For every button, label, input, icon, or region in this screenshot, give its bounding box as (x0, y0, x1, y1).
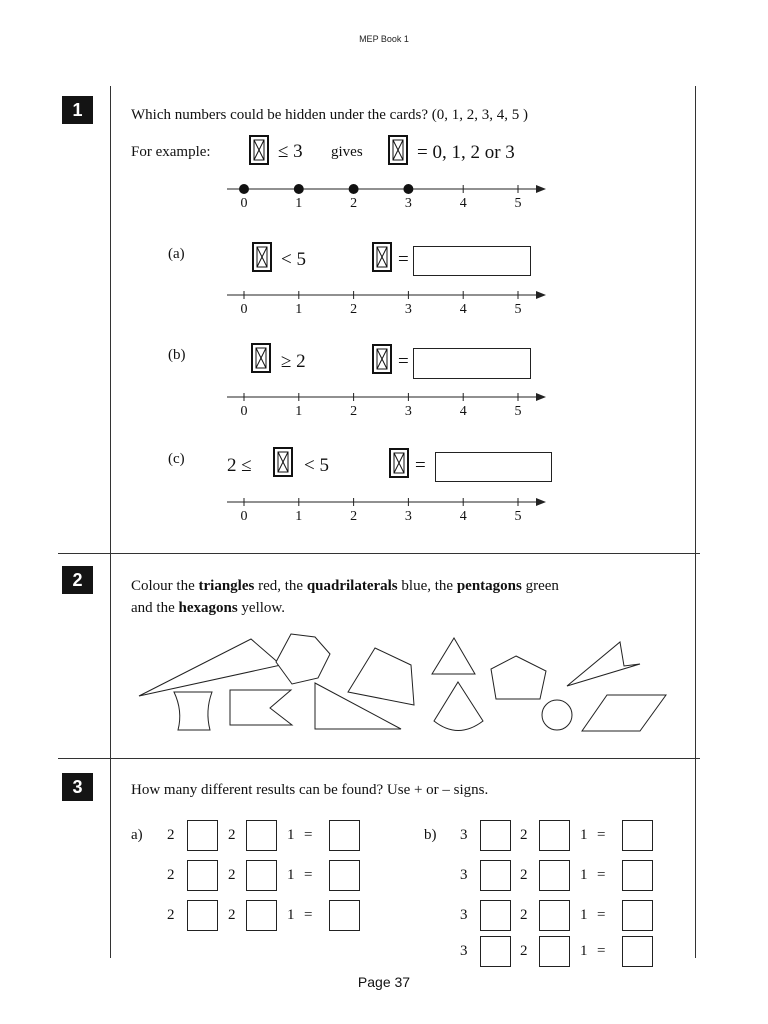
shape-pentagon[interactable] (491, 656, 546, 699)
result-box[interactable] (622, 820, 653, 851)
number-line-tick-label: 1 (295, 302, 303, 317)
number-line-tick-label: 4 (459, 404, 467, 419)
operand: 1 (287, 867, 295, 883)
number-line-tick-label: 2 (350, 302, 358, 317)
operand: 1 (580, 827, 588, 843)
shape-cone[interactable] (434, 682, 483, 731)
sign-box[interactable] (246, 900, 277, 931)
q3-part-a-label: a) (131, 827, 143, 843)
number-line-tick-label: 5 (514, 404, 522, 419)
operand: 1 (580, 907, 588, 923)
number-line-tick-label: 4 (459, 196, 467, 211)
number-line-tick-label: 0 (240, 404, 248, 419)
operand: 2 (167, 827, 175, 843)
number-line-tick-label: 2 (350, 509, 358, 524)
number-line-tick-label: 3 (404, 404, 412, 419)
operand: 1 (580, 943, 588, 959)
equals-sign: = (304, 907, 313, 923)
result-box[interactable] (622, 900, 653, 931)
part-c-prefix: 2 ≤ (227, 455, 252, 476)
shape-hexagon[interactable] (276, 634, 330, 684)
result-box[interactable] (329, 820, 360, 851)
number-line-tick-label: 1 (295, 404, 303, 419)
operand: 2 (228, 907, 236, 923)
sign-box[interactable] (246, 820, 277, 851)
result-box[interactable] (329, 860, 360, 891)
sign-box[interactable] (480, 820, 511, 851)
number-line-tick-label: 0 (240, 302, 248, 317)
q3-part-b-label: b) (424, 827, 437, 843)
number-line-tick-label: 5 (514, 509, 522, 524)
part-a-relation: < 5 (281, 249, 306, 270)
question-number-3: 3 (62, 773, 93, 801)
shape-parallelogram[interactable] (582, 695, 666, 731)
number-line-tick-label: 2 (350, 196, 358, 211)
q1-example-relation: ≤ 3 (278, 141, 303, 162)
result-box[interactable] (622, 936, 653, 967)
sign-box[interactable] (539, 860, 570, 891)
operand: 2 (520, 943, 528, 959)
number-line-tick-label: 1 (295, 196, 303, 211)
operand: 2 (167, 867, 175, 883)
q2-instruction-line2: and the hexagons yellow. (131, 600, 286, 616)
equals-sign: = (597, 867, 606, 883)
number-line-tick-label: 4 (459, 509, 467, 524)
shape-circle[interactable] (542, 700, 572, 730)
q2-instruction-line1: Colour the triangles red, the quadrilaterals blue, the pentagons green (131, 578, 559, 594)
result-box[interactable] (329, 900, 360, 931)
number-line-tick-label: 4 (459, 302, 467, 317)
part-label-a: (a) (168, 246, 185, 262)
number-line-tick-label: 0 (240, 196, 248, 211)
question-number-1: 1 (62, 96, 93, 124)
operand: 2 (520, 867, 528, 883)
part-c-equals: = (415, 455, 426, 476)
part-b-relation: ≥ 2 (281, 351, 306, 372)
equals-sign: = (597, 907, 606, 923)
sign-box[interactable] (187, 820, 218, 851)
operand: 1 (580, 867, 588, 883)
part-label-c: (c) (168, 451, 185, 467)
number-line-tick-label: 1 (295, 509, 303, 524)
part-b-equals: = (398, 351, 409, 372)
operand: 2 (228, 867, 236, 883)
q1-prompt: Which numbers could be hidden under the cards? (0, 1, 2, 3, 4, 5 ) (131, 107, 528, 123)
operand: 3 (460, 907, 468, 923)
shape-triangle[interactable] (139, 639, 281, 696)
part-c-relation: < 5 (304, 455, 329, 476)
shape-concave-quad[interactable] (174, 692, 212, 730)
sign-box[interactable] (539, 820, 570, 851)
sign-box[interactable] (187, 860, 218, 891)
shape-quadrilateral[interactable] (567, 642, 640, 686)
number-line-tick-label: 2 (350, 404, 358, 419)
page-header: MEP Book 1 (359, 34, 409, 44)
operand: 3 (460, 827, 468, 843)
number-line-tick-label: 3 (404, 509, 412, 524)
operand: 3 (460, 867, 468, 883)
shape-triangle[interactable] (432, 638, 475, 674)
sign-box[interactable] (246, 860, 277, 891)
number-line-tick-label: 5 (514, 196, 522, 211)
operand: 1 (287, 907, 295, 923)
number-line-tick-label: 5 (514, 302, 522, 317)
operand: 2 (520, 827, 528, 843)
sign-box[interactable] (480, 936, 511, 967)
q1-example-label: For example: (131, 144, 211, 160)
result-box[interactable] (622, 860, 653, 891)
page-footer: Page 37 (357, 974, 411, 990)
sign-box[interactable] (480, 860, 511, 891)
equals-sign: = (597, 827, 606, 843)
question-number-2: 2 (62, 566, 93, 594)
operand: 2 (228, 827, 236, 843)
q3-prompt: How many different results can be found? Use + or – signs. (131, 782, 489, 798)
equals-sign: = (304, 827, 313, 843)
operand: 1 (287, 827, 295, 843)
equals-sign: = (304, 867, 313, 883)
shape-quadrilateral[interactable] (348, 648, 414, 705)
operand: 3 (460, 943, 468, 959)
number-line-tick-label: 3 (404, 302, 412, 317)
operand: 2 (167, 907, 175, 923)
part-label-b: (b) (168, 347, 186, 363)
shape-irregular-pentagon[interactable] (230, 690, 292, 725)
sign-box[interactable] (539, 936, 570, 967)
number-line-tick-label: 0 (240, 509, 248, 524)
sign-box[interactable] (480, 900, 511, 931)
part-a-equals: = (398, 249, 409, 270)
sign-box[interactable] (187, 900, 218, 931)
sign-box[interactable] (539, 900, 570, 931)
q1-gives-label: gives (331, 144, 363, 160)
number-line-tick-label: 3 (404, 196, 412, 211)
operand: 2 (520, 907, 528, 923)
q1-example-result: = 0, 1, 2 or 3 (417, 142, 515, 163)
equals-sign: = (597, 943, 606, 959)
